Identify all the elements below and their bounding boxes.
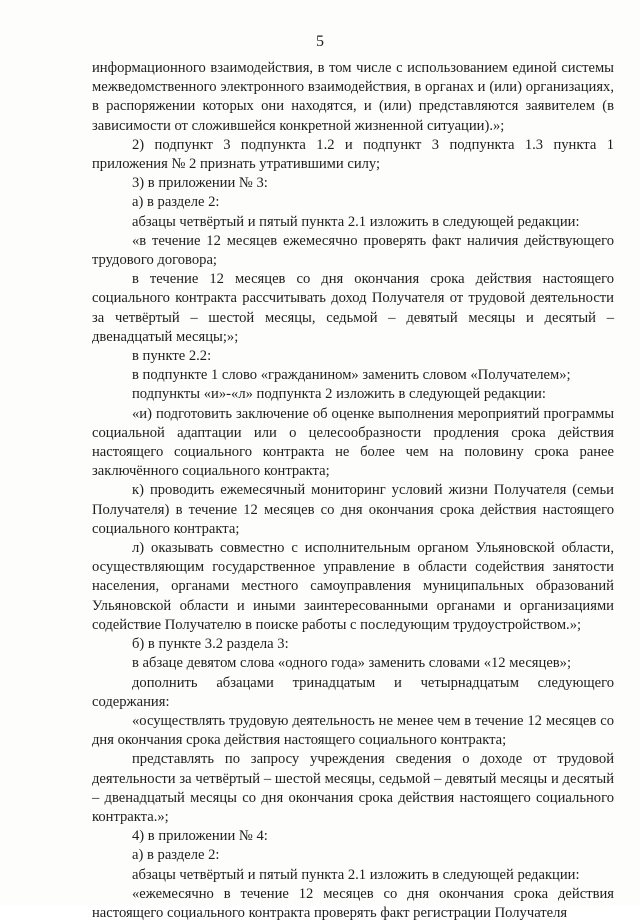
paragraph-subitem-a: а) в разделе 2: xyxy=(132,194,220,211)
paragraph: в течение 12 месяцев со дня окончания срока действия настоящего социального контракта рассчитывать доход Получателя от трудовой деятельности за четвёртый – шестой месяцы, седьмой – девятый месяцы и десятый – двенадцатый месяцы;»; xyxy=(92,271,614,345)
paragraph: абзацы четвёртый и пятый пункта 2.1 изложить в следующей редакции: xyxy=(132,213,580,230)
paragraph: абзацы четвёртый и пятый пункта 2.1 изложить в следующей редакции: xyxy=(132,866,580,883)
paragraph-subitem-i: «и) подготовить заключение об оценке выполнения мероприятий программы социальной адаптации или о целесообразности продления срока действия настоящего социального контракта не более чем на половину срока ранее заключённого социального контракта; xyxy=(92,405,614,480)
paragraph-subitem-b: б) в пункте 3.2 раздела 3: xyxy=(132,636,289,653)
paragraph-subitem-a: а) в разделе 2: xyxy=(132,847,220,864)
paragraph-item-3: 3) в приложении № 3: xyxy=(132,175,268,192)
paragraph: подпункты «и»-«л» подпункта 2 изложить в следующей редакции: xyxy=(132,386,546,403)
page-number: 5 xyxy=(316,33,324,50)
paragraph-item-4: 4) в приложении № 4: xyxy=(132,828,268,845)
paragraph: дополнить абзацами тринадцатым и четырнадцатым следующего содержания: xyxy=(92,674,614,710)
paragraph-continuation: информационного взаимодействия, в том числе с использованием единой системы межведомственного электронного взаимодействия, в органах и (или) организациях, в распоряжении которых они находятся, и (или) представляются заявителем (в зависимости от сложившейся конкретной жизненной ситуации).»; xyxy=(92,60,614,134)
paragraph: «осуществлять трудовую деятельность не менее чем в течение 12 месяцев со дня окончания срока действия настоящего социального контракта; xyxy=(92,712,614,749)
paragraph-item-2: 2) подпункт 3 подпункта 1.2 и подпункт 3 подпункта 1.3 пункта 1 приложения № 2 признать утратившими силу; xyxy=(92,136,614,173)
paragraph: в подпункте 1 слово «гражданином» заменить словом «Получателем»; xyxy=(132,367,571,384)
paragraph: в пункте 2.2: xyxy=(132,348,212,365)
paragraph-subitem-k: к) проводить ежемесячный мониторинг условий жизни Получателя (семьи Получателя) в течение 12 месяцев со дня окончания срока действия настоящего социального контракта; xyxy=(92,482,614,537)
paragraph-continues: «ежемесячно в течение 12 месяцев со дня окончания срока действия настоящего социального контракта проверять факт регистрации Получателя xyxy=(92,885,614,921)
paragraph-subitem-l: л) оказывать совместно с исполнительным органом Ульяновской области, осуществляющим государственное управление в области содействия занятости населения, органами местного самоуправления муниципальных образований Ульяновской области и иными заинтересованными органами и организациями содействие Получателю в поиске работы с последующим трудоустройством.»; xyxy=(92,540,614,633)
paragraph: в абзаце девятом слова «одного года» заменить словами «12 месяцев»; xyxy=(132,655,572,672)
paragraph: «в течение 12 месяцев ежемесячно проверять факт наличия действующего трудового договора; xyxy=(92,232,614,269)
paragraph: представлять по запросу учреждения сведения о доходе от трудовой деятельности за четвёртый – шестой месяцы, седьмой – девятый месяцы и десятый – двенадцатый месяцы со дня окончания срока действия настоящего социального контракта.»; xyxy=(92,751,614,825)
document-body xyxy=(92,59,614,923)
